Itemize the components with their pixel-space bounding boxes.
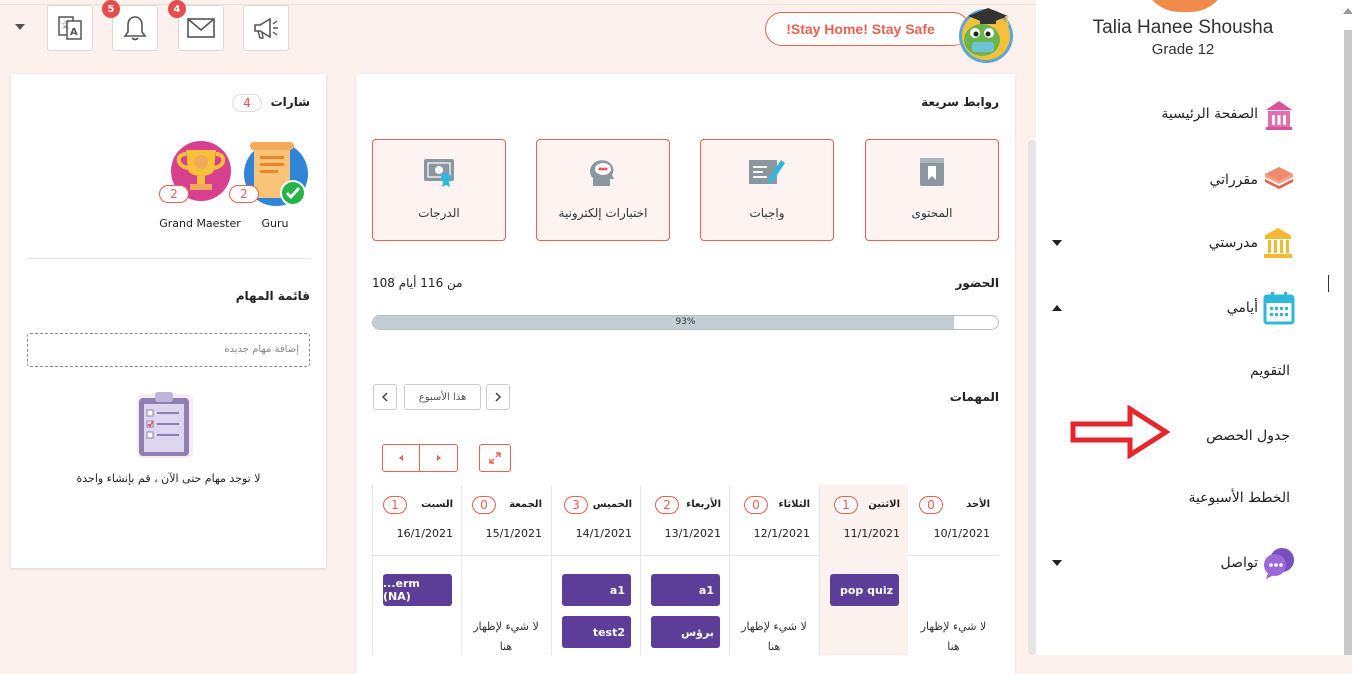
- calendar-day-count: 1: [834, 496, 858, 514]
- calendar-day-count: 3: [564, 496, 588, 514]
- quick-link-label: المحتوى: [911, 206, 953, 220]
- this-week-button[interactable]: هذا الأسبوع: [404, 384, 481, 410]
- quick-link-label: اختبارات إلكترونية: [558, 206, 648, 220]
- quick-link-online-tests[interactable]: [536, 139, 670, 241]
- calendar-day-name: الأحد: [966, 499, 990, 510]
- edit-pencil-icon: [747, 156, 787, 188]
- megaphone-icon: [251, 14, 281, 42]
- arrow-right-icon: [1070, 405, 1170, 463]
- sidebar-item-weekly-plans[interactable]: الخطط الأسبوعية: [1188, 490, 1290, 506]
- calendar-day-count: 0: [472, 496, 496, 514]
- sidebar-item-label: أيامي: [1226, 300, 1258, 316]
- user-grade: Grade 12: [1151, 41, 1215, 58]
- calendar-day-column: [372, 485, 461, 655]
- calendar-task[interactable]: ...erm (NA): [383, 574, 452, 606]
- calendar-task[interactable]: a1: [651, 574, 720, 606]
- calendar-day-date: 14/1/2021: [575, 527, 632, 540]
- chat-bubbles-icon: [1262, 545, 1296, 581]
- calendar-day-name: الثلاثاء: [778, 499, 810, 510]
- quick-link-content[interactable]: [865, 139, 999, 241]
- svg-text:A: A: [70, 27, 78, 38]
- chevron-right-icon: [494, 392, 502, 402]
- scroll-left-button[interactable]: [382, 444, 420, 472]
- badge-grand-maester-label: Grand Maester: [159, 217, 241, 230]
- next-week-button[interactable]: [486, 384, 510, 410]
- sidebar-item-my-school[interactable]: [1150, 225, 1310, 263]
- tasks-title: المهمات: [949, 390, 999, 404]
- badge-grand-maester-count: 2: [159, 185, 189, 203]
- sidebar-scrollbar-thumb[interactable]: [1344, 30, 1352, 655]
- calendar-day-name: الجمعة: [509, 499, 542, 510]
- stacked-books-icon: [1262, 164, 1296, 194]
- main-scrollbar[interactable]: [1028, 140, 1036, 655]
- svg-text:文: 文: [61, 21, 69, 30]
- mascot-avatar: [948, 2, 1014, 64]
- sidebar-item-courses[interactable]: [1150, 160, 1310, 198]
- calendar-day-date: 16/1/2021: [396, 527, 453, 540]
- user-name: Talia Hanee Shousha: [1092, 17, 1274, 38]
- calendar-day-count: 0: [919, 496, 943, 514]
- prev-week-button[interactable]: [373, 384, 397, 410]
- sidebar-item-communicate[interactable]: [1150, 545, 1310, 583]
- calendar-day-date: 11/1/2021: [843, 527, 900, 540]
- quick-link-label: الدرجات: [418, 206, 460, 220]
- text-cursor: [1328, 275, 1329, 292]
- bell-icon: [122, 14, 148, 42]
- calendar-day-name: الخميس: [592, 499, 632, 510]
- sidebar-item-home[interactable]: [1150, 96, 1310, 134]
- calendar-day-name: السبت: [420, 499, 453, 510]
- translate-icon: [56, 14, 84, 42]
- scroll-right-button[interactable]: [419, 444, 458, 472]
- sidebar-item-calendar[interactable]: التقويم: [1250, 363, 1290, 379]
- calendar-day-date: 12/1/2021: [753, 527, 810, 540]
- calendar-day-count: 0: [744, 496, 768, 514]
- chevron-down-icon[interactable]: [15, 24, 25, 30]
- badge-guru-count: 2: [229, 185, 259, 203]
- calendar-task[interactable]: a1: [562, 574, 631, 606]
- calendar-day-date: 10/1/2021: [933, 527, 990, 540]
- calendar-empty-text: لا شيء لإظهار هنا: [920, 620, 987, 653]
- calendar-task[interactable]: test2: [562, 616, 631, 648]
- todo-title: قائمة المهام: [235, 289, 310, 303]
- quick-link-assignments[interactable]: [700, 139, 834, 241]
- attendance-summary: 108 من 116 أيام: [372, 276, 463, 290]
- chevron-left-icon: [381, 392, 389, 402]
- calendar-day-count: 2: [655, 496, 679, 514]
- certificate-icon: [422, 156, 456, 188]
- sidebar-item-label: تواصل: [1220, 555, 1258, 571]
- calendar-day-column: [461, 485, 550, 655]
- quick-link-label: واجبات: [749, 206, 785, 220]
- sidebar-item-label: مقرراتي: [1209, 172, 1258, 188]
- calendar-day-name: الاثنين: [868, 499, 900, 510]
- quick-link-grades[interactable]: [372, 139, 506, 241]
- calendar-icon: [1262, 290, 1296, 326]
- calendar-day-column: [640, 485, 729, 655]
- calendar-empty-text: لا شيء لإظهار هنا: [741, 620, 807, 653]
- chat-head-icon: [587, 156, 619, 188]
- chevron-down-icon[interactable]: [1052, 560, 1062, 566]
- attendance-title: الحضور: [955, 276, 999, 290]
- sidebar-item-label: مدرستي: [1208, 235, 1258, 251]
- sidebar-item-timetable[interactable]: جدول الحصص: [1206, 428, 1290, 444]
- scroll-up-icon[interactable]: [1343, 8, 1352, 14]
- calendar-task[interactable]: برؤس: [651, 616, 720, 648]
- badges-title: شارات: [270, 95, 310, 109]
- calendar-empty-text: لا شيء لإظهار هنا: [473, 620, 539, 653]
- expand-icon: [488, 451, 502, 465]
- left-divider: [27, 258, 310, 259]
- calendar-day-count: 1: [383, 496, 407, 514]
- stay-home-banner[interactable]: !Stay Home! Stay Safe: [765, 12, 970, 46]
- translate-button[interactable]: [47, 5, 93, 51]
- envelope-icon: [186, 16, 216, 40]
- expand-button[interactable]: [479, 444, 511, 472]
- chevron-up-icon[interactable]: [1052, 305, 1062, 311]
- calendar-task[interactable]: pop quiz: [830, 574, 899, 606]
- sidebar-item-my-days[interactable]: [1150, 290, 1310, 328]
- chevron-down-icon[interactable]: [1052, 240, 1062, 246]
- attendance-percent: 93%: [675, 317, 696, 327]
- caret-right-icon: [435, 454, 443, 462]
- caret-left-icon: [397, 454, 405, 462]
- calendar-day-column: [819, 485, 908, 655]
- sidebar-item-label: الصفحة الرئيسية: [1161, 106, 1258, 122]
- notifications-badge: 5: [102, 0, 120, 18]
- new-task-input[interactable]: إضافة مهام جديدة: [27, 333, 310, 367]
- calendar-day-column: [551, 485, 640, 655]
- bookmark-book-icon: [918, 156, 946, 188]
- calendar-day-column: [729, 485, 818, 655]
- badge-guru-label: Guru: [261, 217, 289, 230]
- school-building-icon: [1264, 98, 1294, 132]
- museum-icon: [1262, 226, 1294, 260]
- clipboard-icon: [133, 388, 197, 464]
- calendar-day-column: [909, 485, 998, 655]
- calendar-day-date: 13/1/2021: [664, 527, 721, 540]
- calendar-day-name: الأربعاء: [686, 499, 721, 510]
- calendar-day-date: 15/1/2021: [485, 527, 542, 540]
- announcements-button[interactable]: [243, 5, 289, 51]
- messages-badge: 4: [168, 0, 186, 18]
- quick-links-title: روابط سريعة: [921, 95, 999, 109]
- no-tasks-text: لا توجد مهام حتى الآن ، قم بإنشاء واحدة: [76, 472, 261, 485]
- badges-count: 4: [232, 94, 262, 112]
